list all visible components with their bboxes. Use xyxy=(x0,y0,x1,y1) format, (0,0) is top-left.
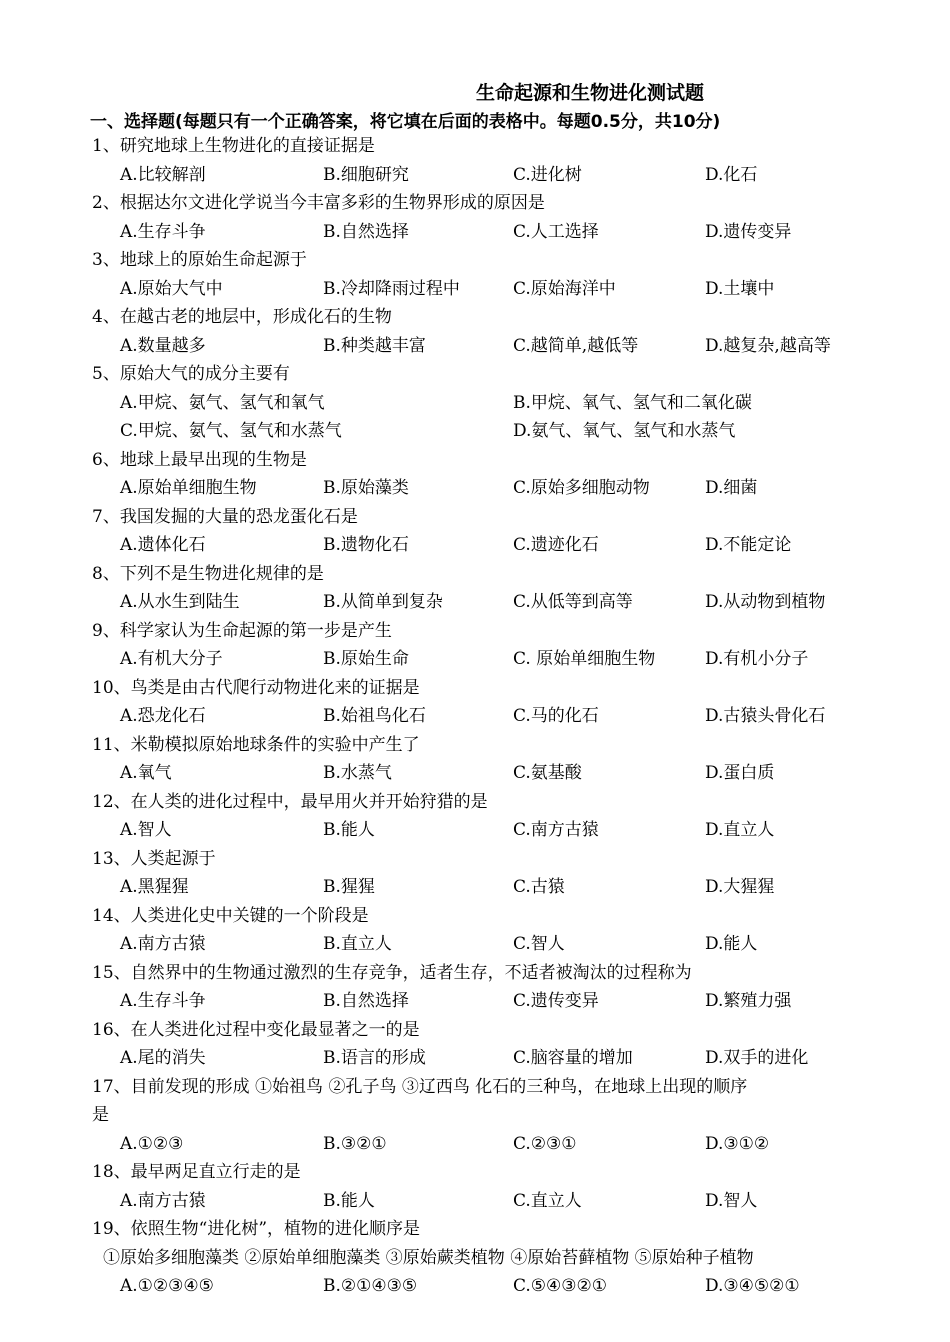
question-stem: 15、自然界中的生物通过激烈的生存竞争，适者生存，不适者被淘汰的过程称为 xyxy=(92,962,692,983)
answer-option: B.甲烷、氧气、氢气和二氧化碳 xyxy=(513,392,752,413)
question-item xyxy=(0,446,950,503)
answer-option: B.细胞研究 xyxy=(323,164,409,185)
answer-option: C.人工选择 xyxy=(513,221,599,242)
answer-option: B.能人 xyxy=(323,820,375,840)
answer-option: B.自然选择 xyxy=(323,991,409,1011)
question-item xyxy=(0,1215,950,1301)
options-row xyxy=(0,275,950,304)
question-item xyxy=(0,1016,950,1073)
answer-option: D.越复杂,越高等 xyxy=(705,335,831,356)
section-heading: 一、选择题(每题只有一个正确答案，将它填在后面的表格中。每题0.5分，共10分) xyxy=(90,112,721,132)
question-stem: 13、人类起源于 xyxy=(92,848,216,869)
options-row xyxy=(0,1044,950,1073)
answer-option: B.能人 xyxy=(323,1190,375,1211)
options-row xyxy=(0,531,950,560)
options-row xyxy=(0,474,950,503)
question-item xyxy=(0,189,950,246)
answer-option: D.古猿头骨化石 xyxy=(705,706,826,726)
question-stem: 3、地球上的原始生命起源于 xyxy=(92,250,307,270)
question-stem: 10、鸟类是由古代爬行动物进化来的证据是 xyxy=(92,677,420,698)
question-item xyxy=(0,360,950,446)
answer-option: C.遗迹化石 xyxy=(513,535,599,555)
question-stem: 7、我国发掘的大量的恐龙蛋化石是 xyxy=(92,506,358,527)
answer-option: D.智人 xyxy=(705,1190,758,1211)
question-stem: 18、最早两足直立行走的是 xyxy=(92,1162,301,1182)
answer-option: A.氧气 xyxy=(120,763,172,783)
answer-option: B.种类越丰富 xyxy=(323,335,426,356)
answer-option: A.①②③④⑤ xyxy=(120,1276,214,1296)
answer-option: B.原始生命 xyxy=(323,649,409,669)
answer-option: A.从水生到陆生 xyxy=(120,592,240,612)
answer-option: A.原始大气中 xyxy=(120,278,223,299)
question-item xyxy=(0,1073,950,1159)
answer-option: D.能人 xyxy=(705,934,758,954)
answer-option: A.有机大分子 xyxy=(120,649,223,669)
options-row xyxy=(0,759,950,788)
answer-option: D.双手的进化 xyxy=(705,1048,809,1068)
question-stem: 6、地球上最早出现的生物是 xyxy=(92,449,307,470)
question-stem: 14、人类进化史中关键的一个阶段是 xyxy=(92,905,369,926)
answer-option: C.智人 xyxy=(513,934,565,954)
answer-option: A.原始单细胞生物 xyxy=(120,478,257,498)
answer-option: C.南方古猿 xyxy=(513,820,599,840)
question-stem-continued: 是 xyxy=(92,1105,109,1125)
options-row xyxy=(0,588,950,617)
answer-option: B.水蒸气 xyxy=(323,763,392,783)
question-stem: 16、在人类进化过程中变化最显著之一的是 xyxy=(92,1019,420,1040)
answer-option: A.生存斗争 xyxy=(120,991,206,1011)
options-row xyxy=(0,987,950,1016)
question-item xyxy=(0,902,950,959)
answer-option: D.繁殖力强 xyxy=(705,991,792,1011)
question-item xyxy=(0,503,950,560)
answer-option: A.南方古猿 xyxy=(120,934,206,954)
answer-option: D.有机小分子 xyxy=(705,649,809,669)
question-stem: 9、科学家认为生命起源的第一步是产生 xyxy=(92,620,392,641)
question-stem: 11、米勒模拟原始地球条件的实验中产生了 xyxy=(92,734,420,755)
options-row xyxy=(0,218,950,247)
question-item xyxy=(0,845,950,902)
answer-option: A.智人 xyxy=(120,820,172,840)
question-stem: 17、目前发现的形成 ①始祖鸟 ②孔子鸟 ③辽西鸟 化石的三种鸟，在地球上出现的顺序 xyxy=(92,1076,748,1097)
answer-option: B.自然选择 xyxy=(323,221,409,242)
question-sequence: ①原始多细胞藻类 ②原始单细胞藻类 ③原始蕨类植物 ④原始苔藓植物 ⑤原始种子植物 xyxy=(103,1247,754,1268)
answer-option: B.语言的形成 xyxy=(323,1048,426,1068)
options-row xyxy=(0,389,950,418)
question-stem: 8、下列不是生物进化规律的是 xyxy=(92,563,324,584)
question-stem: 12、在人类的进化过程中，最早用火并开始狩猎的是 xyxy=(92,791,488,812)
options-row xyxy=(0,930,950,959)
answer-option: D.蛋白质 xyxy=(705,763,775,783)
question-stem: 2、根据达尔文进化学说当今丰富多彩的生物界形成的原因是 xyxy=(92,193,545,213)
answer-option: C.遗传变异 xyxy=(513,991,599,1011)
answer-option: C.⑤④③②① xyxy=(513,1276,608,1296)
answer-option: B.③②① xyxy=(323,1133,387,1154)
answer-option: A.南方古猿 xyxy=(120,1190,206,1211)
question-item xyxy=(0,731,950,788)
answer-option: D.土壤中 xyxy=(705,278,775,299)
options-row xyxy=(0,161,950,190)
options-row xyxy=(0,332,950,361)
question-item xyxy=(0,246,950,303)
options-row xyxy=(0,1130,950,1159)
answer-option: C.甲烷、氨气、氢气和水蒸气 xyxy=(120,421,342,441)
question-item xyxy=(0,617,950,674)
question-item xyxy=(0,674,950,731)
answer-option: A.恐龙化石 xyxy=(120,706,206,726)
question-item xyxy=(0,788,950,845)
answer-option: C.原始多细胞动物 xyxy=(513,478,650,498)
question-item xyxy=(0,303,950,360)
answer-option: B.猩猩 xyxy=(323,877,375,897)
answer-option: D.直立人 xyxy=(705,820,775,840)
answer-option: C.原始海洋中 xyxy=(513,278,616,299)
answer-option: B.从简单到复杂 xyxy=(323,592,443,612)
answer-option: A.生存斗争 xyxy=(120,221,206,242)
answer-option: C.从低等到高等 xyxy=(513,592,633,612)
question-list xyxy=(0,132,950,1301)
answer-option: A.黑猩猩 xyxy=(120,877,189,897)
answer-option: B.始祖鸟化石 xyxy=(323,706,426,726)
answer-option: D.化石 xyxy=(705,164,758,185)
options-row xyxy=(0,816,950,845)
answer-option: C.进化树 xyxy=(513,164,582,185)
question-item xyxy=(0,959,950,1016)
answer-option: C.脑容量的增加 xyxy=(513,1048,633,1068)
answer-option: B.直立人 xyxy=(323,934,392,954)
answer-option: D.③④⑤②① xyxy=(705,1276,800,1296)
answer-option: A.①②③ xyxy=(120,1133,184,1154)
answer-option: C.②③① xyxy=(513,1133,577,1154)
answer-option: D.不能定论 xyxy=(705,535,792,555)
answer-option: C.越简单,越低等 xyxy=(513,335,639,356)
answer-option: D.③①② xyxy=(705,1133,770,1154)
answer-option: D.遗传变异 xyxy=(705,221,792,242)
question-stem: 4、在越古老的地层中，形成化石的生物 xyxy=(92,307,392,327)
answer-option: C. 原始单细胞生物 xyxy=(513,649,656,669)
question-item xyxy=(0,132,950,189)
answer-option: B.原始藻类 xyxy=(323,478,409,498)
options-row xyxy=(0,1272,950,1301)
answer-option: C.直立人 xyxy=(513,1190,582,1211)
question-item xyxy=(0,1158,950,1215)
answer-option: D.氨气、氧气、氢气和水蒸气 xyxy=(513,421,736,441)
question-stem: 5、原始大气的成分主要有 xyxy=(92,364,290,384)
answer-option: B.遗物化石 xyxy=(323,535,409,555)
answer-option: D.从动物到植物 xyxy=(705,592,826,612)
answer-option: A.比较解剖 xyxy=(120,164,206,185)
options-row xyxy=(0,873,950,902)
answer-option: A.甲烷、氨气、氢气和氧气 xyxy=(120,392,325,413)
options-row xyxy=(0,1187,950,1216)
options-row xyxy=(0,645,950,674)
answer-option: A.尾的消失 xyxy=(120,1048,206,1068)
answer-option: A.遗体化石 xyxy=(120,535,206,555)
answer-option: B.②①④③⑤ xyxy=(323,1276,418,1296)
question-stem: 19、依照生物“进化树”，植物的进化顺序是 xyxy=(92,1219,421,1239)
answer-option: C.马的化石 xyxy=(513,706,599,726)
page-title: 生命起源和生物进化测试题 xyxy=(475,82,704,104)
question-stem: 1、研究地球上生物进化的直接证据是 xyxy=(92,136,375,156)
answer-option: D.细菌 xyxy=(705,478,758,498)
answer-option: C.氨基酸 xyxy=(513,763,582,783)
answer-option: C.古猿 xyxy=(513,877,565,897)
answer-option: A.数量越多 xyxy=(120,335,206,356)
answer-option: D.大猩猩 xyxy=(705,877,775,897)
options-row xyxy=(0,417,950,446)
question-item xyxy=(0,560,950,617)
answer-option: B.冷却降雨过程中 xyxy=(323,278,460,299)
options-row xyxy=(0,702,950,731)
